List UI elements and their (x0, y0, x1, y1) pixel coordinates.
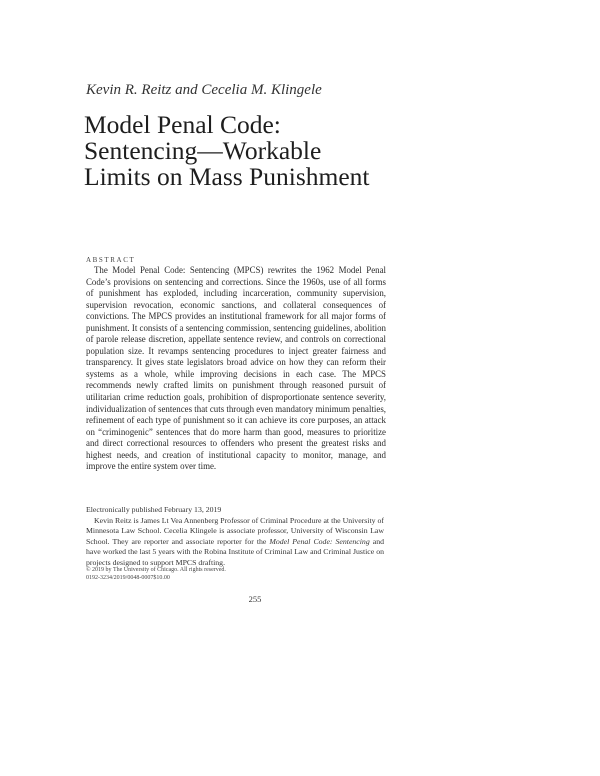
title-line-2: Sentencing—Workable (84, 136, 322, 165)
author-note (86, 516, 384, 568)
issn-line: 0192-3234/2019/0048-0007$10.00 (86, 575, 170, 581)
authors: Kevin R. Reitz and Cecelia M. Klingele (86, 82, 322, 98)
title-line-1: Model Penal Code: (84, 110, 281, 139)
page-number: 255 (248, 594, 262, 604)
publication-date: Electronically published February 13, 2019 (86, 505, 222, 514)
author-note-part-1: Kevin Reitz is James Lt Vea Annenberg Professor of Criminal Procedure at the University of Minnesota Law School. Cecelia Klingele is associate professor, University of Wisconsin Law School. They are reporter and associate reporter for the (86, 516, 384, 546)
author-note-part-2: and have worked the last 5 years with the Robina Institute of Criminal Law and Criminal Justice on projects designed to support MPCS drafting. (86, 536, 384, 567)
author-note-italic: Model Penal Code: Sentencing (269, 536, 370, 546)
article-title (84, 112, 504, 190)
copyright: © 2019 by The University of Chicago. All rights reserved. (86, 567, 226, 573)
page-number-wrap (0, 594, 470, 604)
abstract-heading: ABSTRACT (86, 256, 136, 264)
abstract-body: The Model Penal Code: Sentencing (MPCS) rewrites the 1962 Model Penal Code’s provisions on sentencing and corrections. Since the 1960s, use of all forms of punishment has exploded, including incarceration, community supervision, supervision revocation, economic sanctions, and collateral consequences of convictions. The MPCS provides an institutional framework for all major forms of punishment. It consists of a sentencing commission, sentencing guidelines, abolition of parole release discretion, appellate sentence review, and controls on correctional population size. It revamps sentencing procedures to inject greater fairness and transparency. It gives state legislators broad advice on how they can reform their systems as a whole, while improving decisions in each case. The MPCS recommends newly crafted limits on punishment through reasoned pursuit of utilitarian crime reduction goals, prohibition of disproportionate sentence severity, individualization of sentences that cuts through even mandatory minimum penalties, refinement of each type of punishment so it can achieve its core purposes, an attack on “criminogenic” sentences that do more harm than good, measures to prioritize and direct correctional resources to offenders who present the greatest risks and highest needs, and creation of institutional capacity to monitor, manage, and improve the entire system over time. (86, 265, 386, 472)
title-line-3: Limits on Mass Punishment (84, 162, 370, 191)
